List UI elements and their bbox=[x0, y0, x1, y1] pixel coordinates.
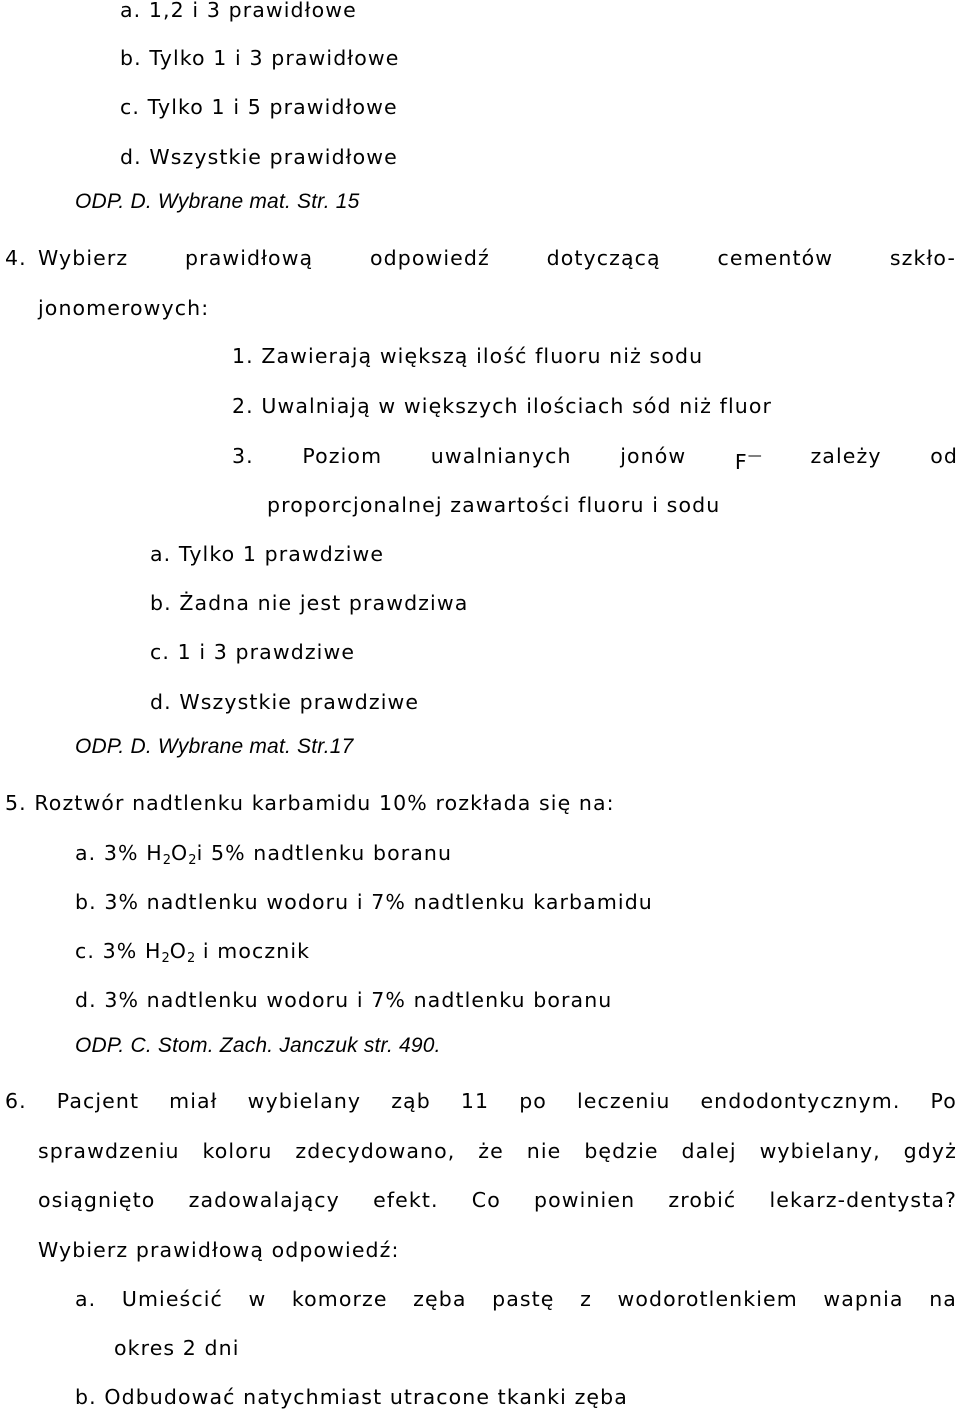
q4-number: 4. bbox=[5, 246, 27, 270]
q6-opt-word: wapnia bbox=[823, 1287, 904, 1311]
q4-item3-word: 3. bbox=[232, 444, 254, 468]
q4-item-1: 1. Zawierają większą ilość fluoru niż sodu bbox=[232, 344, 704, 368]
q6-option-a-line2: okres 2 dni bbox=[114, 1336, 240, 1360]
q6-word: leczeniu bbox=[576, 1089, 671, 1113]
q6-word: Co bbox=[471, 1188, 501, 1212]
q6-word: wybielany, bbox=[759, 1139, 881, 1163]
q4-answer: ODP. D. Wybrane mat. Str.17 bbox=[75, 735, 354, 758]
q6-opt-word: z bbox=[580, 1287, 592, 1311]
q6-word: nie bbox=[526, 1139, 562, 1163]
q5-stem: 5. Roztwór nadtlenku karbamidu 10% rozkłada się na: bbox=[5, 791, 615, 815]
q3-option-d: d. Wszystkie prawidłowe bbox=[120, 145, 398, 169]
q4-stem-line1 bbox=[38, 246, 956, 270]
q6-line1 bbox=[5, 1089, 957, 1113]
q6-word: endodontycznym. bbox=[700, 1089, 901, 1113]
q6-word: dalej bbox=[681, 1139, 737, 1163]
q4-stem-word: szkło- bbox=[889, 246, 956, 270]
q4-stem-word: Wybierz bbox=[38, 246, 129, 270]
q6-number: 6. bbox=[5, 1089, 27, 1113]
q5-option-a: a. 3% $H_2O_2i$ 5% nadtlenku boranu bbox=[75, 841, 453, 868]
q4-stem-word: dotyczącą bbox=[546, 246, 661, 270]
q6-opt-word: a. bbox=[75, 1287, 97, 1311]
q6-opt-word: w bbox=[248, 1287, 267, 1311]
q4-item-3-line1 bbox=[232, 444, 958, 474]
q6-word: 11 bbox=[460, 1089, 490, 1113]
q4-option-d: d. Wszystkie prawdziwe bbox=[150, 690, 420, 714]
q4-stem-line2: jonomerowych: bbox=[38, 296, 210, 320]
q6-line4: Wybierz prawidłową odpowiedź: bbox=[38, 1238, 400, 1262]
q5-option-c: c. 3% $H_2O_2$ i mocznik bbox=[75, 939, 311, 966]
q4-item-2: 2. Uwalniają w większych ilościach sód niż fluor bbox=[232, 394, 773, 418]
q6-word: zadowalający bbox=[188, 1188, 340, 1212]
q6-word: miał bbox=[169, 1089, 218, 1113]
q5-option-d: d. 3% nadtlenku wodoru i 7% nadtlenku boranu bbox=[75, 988, 613, 1012]
q6-word: zdecydowano, bbox=[295, 1139, 456, 1163]
q4-item3-word: od bbox=[930, 444, 958, 468]
q6-line2 bbox=[38, 1139, 957, 1163]
q4-item3-word: uwalnianych bbox=[430, 444, 572, 468]
q5-answer: ODP. C. Stom. Zach. Janczuk str. 490. bbox=[75, 1034, 441, 1057]
q4-stem-word: odpowiedź bbox=[370, 246, 490, 270]
q6-word: że bbox=[478, 1139, 504, 1163]
q6-word: sprawdzeniu bbox=[38, 1139, 180, 1163]
fluoride-ion: F— bbox=[734, 448, 762, 474]
q6-opt-word: wodorotlenkiem bbox=[617, 1287, 798, 1311]
q6-word: koloru bbox=[202, 1139, 273, 1163]
q4-option-c: c. 1 i 3 prawdziwe bbox=[150, 640, 356, 664]
q6-word: będzie bbox=[584, 1139, 659, 1163]
q6-word: efekt. bbox=[373, 1188, 439, 1212]
q6-word: Po bbox=[930, 1089, 957, 1113]
ion-charge: — bbox=[747, 448, 762, 464]
q6-word: Pacjent bbox=[56, 1089, 140, 1113]
q6-line3 bbox=[38, 1188, 957, 1212]
q6-opt-word: komorze bbox=[291, 1287, 388, 1311]
q5-option-b: b. 3% nadtlenku wodoru i 7% nadtlenku karbamidu bbox=[75, 890, 653, 914]
q6-word: lekarz-dentysta? bbox=[769, 1188, 957, 1212]
q4-item3-word: zależy bbox=[810, 444, 882, 468]
q6-option-b: b. Odbudować natychmiast utracone tkanki zęba bbox=[75, 1385, 628, 1409]
q6-opt-word: na bbox=[929, 1287, 957, 1311]
q4-stem-word: cementów bbox=[717, 246, 834, 270]
q4-item-3-line2: proporcjonalnej zawartości fluoru i sodu bbox=[267, 493, 721, 517]
q3-option-a: a. 1,2 i 3 prawidłowe bbox=[120, 0, 357, 22]
q4-option-a: a. Tylko 1 prawdziwe bbox=[150, 542, 385, 566]
q3-option-c: c. Tylko 1 i 5 prawidłowe bbox=[120, 95, 398, 119]
q4-item3-word: Poziom bbox=[302, 444, 383, 468]
q3-option-b: b. Tylko 1 i 3 prawidłowe bbox=[120, 46, 400, 70]
q6-opt-word: Umieścić bbox=[121, 1287, 223, 1311]
q4-stem-word: prawidłową bbox=[185, 246, 314, 270]
q6-word: zrobić bbox=[668, 1188, 737, 1212]
q6-word: powinien bbox=[534, 1188, 636, 1212]
q4-item3-word: jonów bbox=[620, 444, 687, 468]
q6-opt-word: zęba bbox=[413, 1287, 467, 1311]
q6-opt-word: pastę bbox=[492, 1287, 555, 1311]
q4-option-b: b. Żadna nie jest prawdziwa bbox=[150, 591, 469, 615]
q3-answer: ODP. D. Wybrane mat. Str. 15 bbox=[75, 190, 360, 213]
q6-word: gdyż bbox=[903, 1139, 957, 1163]
q6-word: po bbox=[519, 1089, 547, 1113]
q6-word: wybielany bbox=[247, 1089, 362, 1113]
q6-word: ząb bbox=[391, 1089, 431, 1113]
q6-option-a-line1 bbox=[75, 1287, 957, 1311]
q6-word: osiągnięto bbox=[38, 1188, 156, 1212]
